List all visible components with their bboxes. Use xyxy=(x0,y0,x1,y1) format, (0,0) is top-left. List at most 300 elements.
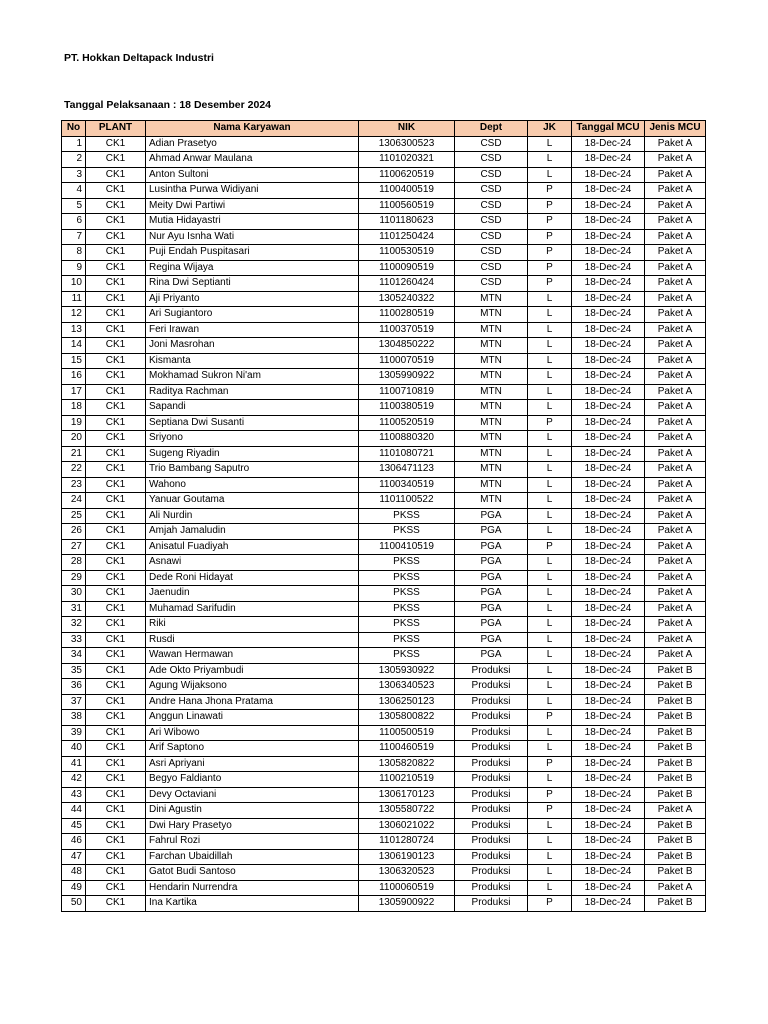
cell-plant: CK1 xyxy=(86,632,146,648)
cell-nama-karyawan: Andre Hana Jhona Pratama xyxy=(146,694,359,710)
cell-nik: 1100500519 xyxy=(359,725,455,741)
cell-jenis-mcu: Paket A xyxy=(645,462,706,478)
cell-nik: 1305930922 xyxy=(359,663,455,679)
cell-tanggal-mcu: 18-Dec-24 xyxy=(572,183,645,199)
table-row xyxy=(62,756,706,772)
cell-jenis-mcu: Paket A xyxy=(645,307,706,323)
cell-jk: P xyxy=(528,803,572,819)
cell-dept: MTN xyxy=(455,353,528,369)
cell-nik: PKSS xyxy=(359,632,455,648)
cell-nama-karyawan: Anton Sultoni xyxy=(146,167,359,183)
table-row xyxy=(62,493,706,509)
cell-plant: CK1 xyxy=(86,570,146,586)
column-header-tanggal-mcu: Tanggal MCU xyxy=(572,121,645,137)
cell-jk: P xyxy=(528,245,572,261)
cell-no: 50 xyxy=(62,896,86,912)
cell-jk: P xyxy=(528,896,572,912)
cell-plant: CK1 xyxy=(86,322,146,338)
cell-plant: CK1 xyxy=(86,229,146,245)
cell-dept: Produksi xyxy=(455,896,528,912)
cell-no: 18 xyxy=(62,400,86,416)
cell-nik: 1100560519 xyxy=(359,198,455,214)
cell-tanggal-mcu: 18-Dec-24 xyxy=(572,338,645,354)
cell-nama-karyawan: Jaenudin xyxy=(146,586,359,602)
cell-tanggal-mcu: 18-Dec-24 xyxy=(572,632,645,648)
cell-plant: CK1 xyxy=(86,477,146,493)
cell-jk: L xyxy=(528,679,572,695)
cell-jenis-mcu: Paket A xyxy=(645,198,706,214)
cell-jenis-mcu: Paket A xyxy=(645,477,706,493)
cell-nama-karyawan: Ade Okto Priyambudi xyxy=(146,663,359,679)
cell-tanggal-mcu: 18-Dec-24 xyxy=(572,772,645,788)
cell-jk: L xyxy=(528,493,572,509)
cell-no: 28 xyxy=(62,555,86,571)
cell-tanggal-mcu: 18-Dec-24 xyxy=(572,756,645,772)
cell-nik: 1305800822 xyxy=(359,710,455,726)
table-row xyxy=(62,167,706,183)
cell-dept: PGA xyxy=(455,648,528,664)
cell-no: 3 xyxy=(62,167,86,183)
cell-jk: L xyxy=(528,741,572,757)
table-row xyxy=(62,524,706,540)
cell-plant: CK1 xyxy=(86,896,146,912)
cell-nik: 1101020321 xyxy=(359,152,455,168)
column-header-nama-karyawan: Nama Karyawan xyxy=(146,121,359,137)
cell-no: 17 xyxy=(62,384,86,400)
cell-dept: Produksi xyxy=(455,865,528,881)
cell-dept: MTN xyxy=(455,369,528,385)
cell-nama-karyawan: Raditya Rachman xyxy=(146,384,359,400)
cell-dept: CSD xyxy=(455,183,528,199)
table-row xyxy=(62,880,706,896)
cell-nama-karyawan: Mokhamad Sukron Ni'am xyxy=(146,369,359,385)
cell-dept: CSD xyxy=(455,136,528,152)
cell-plant: CK1 xyxy=(86,415,146,431)
cell-nik: 1100090519 xyxy=(359,260,455,276)
cell-dept: PGA xyxy=(455,555,528,571)
cell-nama-karyawan: Sapandi xyxy=(146,400,359,416)
cell-nama-karyawan: Begyo Faldianto xyxy=(146,772,359,788)
cell-jk: L xyxy=(528,725,572,741)
cell-no: 37 xyxy=(62,694,86,710)
cell-plant: CK1 xyxy=(86,834,146,850)
cell-nama-karyawan: Fahrul Rozi xyxy=(146,834,359,850)
table-row xyxy=(62,555,706,571)
table-row xyxy=(62,477,706,493)
table-row xyxy=(62,446,706,462)
cell-jk: L xyxy=(528,477,572,493)
cell-nik: 1101280724 xyxy=(359,834,455,850)
cell-plant: CK1 xyxy=(86,849,146,865)
cell-tanggal-mcu: 18-Dec-24 xyxy=(572,834,645,850)
cell-nama-karyawan: Meity Dwi Partiwi xyxy=(146,198,359,214)
table-row xyxy=(62,276,706,292)
cell-jk: L xyxy=(528,772,572,788)
cell-jenis-mcu: Paket A xyxy=(645,803,706,819)
cell-tanggal-mcu: 18-Dec-24 xyxy=(572,880,645,896)
cell-nik: 1100280519 xyxy=(359,307,455,323)
cell-jenis-mcu: Paket B xyxy=(645,787,706,803)
cell-nik: 1100530519 xyxy=(359,245,455,261)
cell-dept: PGA xyxy=(455,586,528,602)
cell-nik: 1305990922 xyxy=(359,369,455,385)
cell-jk: L xyxy=(528,322,572,338)
cell-tanggal-mcu: 18-Dec-24 xyxy=(572,446,645,462)
cell-tanggal-mcu: 18-Dec-24 xyxy=(572,136,645,152)
cell-nama-karyawan: Nur Ayu Isnha Wati xyxy=(146,229,359,245)
cell-nik: 1101080721 xyxy=(359,446,455,462)
cell-jk: L xyxy=(528,462,572,478)
cell-jenis-mcu: Paket A xyxy=(645,291,706,307)
cell-nama-karyawan: Ina Kartika xyxy=(146,896,359,912)
cell-tanggal-mcu: 18-Dec-24 xyxy=(572,725,645,741)
cell-jk: L xyxy=(528,369,572,385)
cell-jenis-mcu: Paket A xyxy=(645,229,706,245)
cell-no: 33 xyxy=(62,632,86,648)
cell-jk: L xyxy=(528,167,572,183)
cell-dept: MTN xyxy=(455,446,528,462)
cell-no: 36 xyxy=(62,679,86,695)
table-row xyxy=(62,803,706,819)
cell-nama-karyawan: Puji Endah Puspitasari xyxy=(146,245,359,261)
cell-jk: P xyxy=(528,539,572,555)
cell-nik: 1100460519 xyxy=(359,741,455,757)
cell-no: 42 xyxy=(62,772,86,788)
cell-jk: P xyxy=(528,198,572,214)
cell-jenis-mcu: Paket A xyxy=(645,136,706,152)
cell-jk: L xyxy=(528,617,572,633)
cell-nama-karyawan: Rina Dwi Septianti xyxy=(146,276,359,292)
table-row xyxy=(62,338,706,354)
table-row xyxy=(62,772,706,788)
cell-nama-karyawan: Sriyono xyxy=(146,431,359,447)
cell-jk: L xyxy=(528,663,572,679)
cell-tanggal-mcu: 18-Dec-24 xyxy=(572,896,645,912)
cell-jenis-mcu: Paket B xyxy=(645,772,706,788)
cell-nik: 1100880320 xyxy=(359,431,455,447)
cell-plant: CK1 xyxy=(86,431,146,447)
cell-dept: Produksi xyxy=(455,834,528,850)
cell-jk: L xyxy=(528,849,572,865)
cell-nama-karyawan: Anisatul Fuadiyah xyxy=(146,539,359,555)
cell-tanggal-mcu: 18-Dec-24 xyxy=(572,818,645,834)
cell-no: 1 xyxy=(62,136,86,152)
cell-no: 4 xyxy=(62,183,86,199)
cell-jk: P xyxy=(528,260,572,276)
cell-jk: L xyxy=(528,632,572,648)
cell-dept: MTN xyxy=(455,477,528,493)
column-header-jk: JK xyxy=(528,121,572,137)
cell-nama-karyawan: Feri Irawan xyxy=(146,322,359,338)
cell-jenis-mcu: Paket A xyxy=(645,555,706,571)
cell-nik: PKSS xyxy=(359,601,455,617)
cell-jenis-mcu: Paket A xyxy=(645,369,706,385)
table-row xyxy=(62,741,706,757)
cell-nik: PKSS xyxy=(359,508,455,524)
cell-nama-karyawan: Hendarin Nurrendra xyxy=(146,880,359,896)
cell-jk: L xyxy=(528,508,572,524)
table-row xyxy=(62,710,706,726)
cell-jenis-mcu: Paket B xyxy=(645,865,706,881)
table-row xyxy=(62,617,706,633)
cell-nik: 1101260424 xyxy=(359,276,455,292)
cell-dept: MTN xyxy=(455,338,528,354)
table-row xyxy=(62,632,706,648)
cell-tanggal-mcu: 18-Dec-24 xyxy=(572,679,645,695)
mcu-table xyxy=(61,120,706,912)
cell-nama-karyawan: Arif Saptono xyxy=(146,741,359,757)
cell-jenis-mcu: Paket A xyxy=(645,152,706,168)
cell-nama-karyawan: Ahmad Anwar Maulana xyxy=(146,152,359,168)
cell-plant: CK1 xyxy=(86,725,146,741)
table-row xyxy=(62,245,706,261)
cell-plant: CK1 xyxy=(86,167,146,183)
cell-jk: L xyxy=(528,400,572,416)
cell-jk: P xyxy=(528,415,572,431)
cell-jk: L xyxy=(528,384,572,400)
cell-nik: 1306340523 xyxy=(359,679,455,695)
cell-dept: MTN xyxy=(455,415,528,431)
cell-nik: 1305580722 xyxy=(359,803,455,819)
cell-nama-karyawan: Dwi Hary Prasetyo xyxy=(146,818,359,834)
cell-nama-karyawan: Devy Octaviani xyxy=(146,787,359,803)
cell-tanggal-mcu: 18-Dec-24 xyxy=(572,663,645,679)
table-header-row xyxy=(62,121,706,137)
cell-jk: P xyxy=(528,756,572,772)
execution-date: Tanggal Pelaksanaan : 18 Desember 2024 xyxy=(64,99,271,111)
cell-nik: 1100400519 xyxy=(359,183,455,199)
table-row xyxy=(62,818,706,834)
cell-dept: Produksi xyxy=(455,710,528,726)
cell-tanggal-mcu: 18-Dec-24 xyxy=(572,617,645,633)
cell-jk: L xyxy=(528,555,572,571)
cell-tanggal-mcu: 18-Dec-24 xyxy=(572,198,645,214)
cell-dept: MTN xyxy=(455,493,528,509)
cell-plant: CK1 xyxy=(86,679,146,695)
table-row xyxy=(62,896,706,912)
cell-no: 20 xyxy=(62,431,86,447)
cell-dept: Produksi xyxy=(455,803,528,819)
cell-jenis-mcu: Paket A xyxy=(645,353,706,369)
cell-jenis-mcu: Paket B xyxy=(645,849,706,865)
table-row xyxy=(62,136,706,152)
cell-no: 8 xyxy=(62,245,86,261)
cell-jenis-mcu: Paket A xyxy=(645,632,706,648)
cell-no: 13 xyxy=(62,322,86,338)
cell-jk: L xyxy=(528,880,572,896)
cell-no: 22 xyxy=(62,462,86,478)
cell-dept: PGA xyxy=(455,601,528,617)
cell-nama-karyawan: Rusdi xyxy=(146,632,359,648)
cell-nik: 1306300523 xyxy=(359,136,455,152)
cell-jenis-mcu: Paket A xyxy=(645,539,706,555)
cell-nama-karyawan: Mutia Hidayastri xyxy=(146,214,359,230)
cell-dept: Produksi xyxy=(455,694,528,710)
cell-dept: CSD xyxy=(455,276,528,292)
table-row xyxy=(62,648,706,664)
cell-jenis-mcu: Paket A xyxy=(645,524,706,540)
cell-tanggal-mcu: 18-Dec-24 xyxy=(572,229,645,245)
cell-dept: Produksi xyxy=(455,663,528,679)
cell-tanggal-mcu: 18-Dec-24 xyxy=(572,849,645,865)
cell-nama-karyawan: Adian Prasetyo xyxy=(146,136,359,152)
table-row xyxy=(62,725,706,741)
table-row xyxy=(62,787,706,803)
cell-no: 49 xyxy=(62,880,86,896)
cell-no: 24 xyxy=(62,493,86,509)
cell-plant: CK1 xyxy=(86,663,146,679)
cell-jk: P xyxy=(528,229,572,245)
cell-nama-karyawan: Wahono xyxy=(146,477,359,493)
table-row xyxy=(62,384,706,400)
cell-no: 12 xyxy=(62,307,86,323)
column-header-no: No xyxy=(62,121,86,137)
cell-tanggal-mcu: 18-Dec-24 xyxy=(572,508,645,524)
cell-plant: CK1 xyxy=(86,400,146,416)
cell-no: 9 xyxy=(62,260,86,276)
cell-jk: P xyxy=(528,183,572,199)
cell-nik: 1100410519 xyxy=(359,539,455,555)
cell-dept: CSD xyxy=(455,214,528,230)
cell-no: 34 xyxy=(62,648,86,664)
cell-tanggal-mcu: 18-Dec-24 xyxy=(572,276,645,292)
cell-plant: CK1 xyxy=(86,539,146,555)
cell-no: 27 xyxy=(62,539,86,555)
table-row xyxy=(62,229,706,245)
cell-plant: CK1 xyxy=(86,384,146,400)
cell-plant: CK1 xyxy=(86,291,146,307)
cell-plant: CK1 xyxy=(86,772,146,788)
column-header-plant: PLANT xyxy=(86,121,146,137)
cell-jk: L xyxy=(528,865,572,881)
cell-no: 31 xyxy=(62,601,86,617)
cell-jk: L xyxy=(528,818,572,834)
cell-plant: CK1 xyxy=(86,493,146,509)
cell-tanggal-mcu: 18-Dec-24 xyxy=(572,477,645,493)
cell-jk: L xyxy=(528,291,572,307)
table-row xyxy=(62,834,706,850)
cell-nik: 1100340519 xyxy=(359,477,455,493)
cell-jk: L xyxy=(528,694,572,710)
cell-jk: P xyxy=(528,214,572,230)
cell-jk: L xyxy=(528,152,572,168)
table-row xyxy=(62,353,706,369)
cell-dept: Produksi xyxy=(455,772,528,788)
cell-nik: 1100060519 xyxy=(359,880,455,896)
cell-dept: Produksi xyxy=(455,818,528,834)
cell-jk: L xyxy=(528,353,572,369)
cell-no: 39 xyxy=(62,725,86,741)
cell-nama-karyawan: Farchan Ubaidillah xyxy=(146,849,359,865)
cell-jenis-mcu: Paket A xyxy=(645,446,706,462)
cell-nama-karyawan: Dede Roni Hidayat xyxy=(146,570,359,586)
cell-plant: CK1 xyxy=(86,198,146,214)
cell-nama-karyawan: Trio Bambang Saputro xyxy=(146,462,359,478)
table-row xyxy=(62,152,706,168)
cell-tanggal-mcu: 18-Dec-24 xyxy=(572,803,645,819)
cell-plant: CK1 xyxy=(86,462,146,478)
cell-nik: 1100520519 xyxy=(359,415,455,431)
table-row xyxy=(62,214,706,230)
cell-tanggal-mcu: 18-Dec-24 xyxy=(572,400,645,416)
cell-jenis-mcu: Paket A xyxy=(645,322,706,338)
cell-jenis-mcu: Paket A xyxy=(645,880,706,896)
cell-jk: L xyxy=(528,307,572,323)
cell-tanggal-mcu: 18-Dec-24 xyxy=(572,369,645,385)
cell-plant: CK1 xyxy=(86,617,146,633)
table-row xyxy=(62,400,706,416)
cell-nik: 1101180623 xyxy=(359,214,455,230)
cell-tanggal-mcu: 18-Dec-24 xyxy=(572,214,645,230)
table-row xyxy=(62,694,706,710)
cell-tanggal-mcu: 18-Dec-24 xyxy=(572,260,645,276)
table-row xyxy=(62,586,706,602)
cell-nama-karyawan: Lusintha Purwa Widiyani xyxy=(146,183,359,199)
table-row xyxy=(62,291,706,307)
cell-tanggal-mcu: 18-Dec-24 xyxy=(572,865,645,881)
table-row xyxy=(62,369,706,385)
cell-tanggal-mcu: 18-Dec-24 xyxy=(572,555,645,571)
cell-jenis-mcu: Paket A xyxy=(645,260,706,276)
cell-nik: PKSS xyxy=(359,617,455,633)
cell-nama-karyawan: Gatot Budi Santoso xyxy=(146,865,359,881)
cell-tanggal-mcu: 18-Dec-24 xyxy=(572,524,645,540)
cell-dept: CSD xyxy=(455,260,528,276)
cell-nik: 1100620519 xyxy=(359,167,455,183)
cell-no: 46 xyxy=(62,834,86,850)
cell-no: 23 xyxy=(62,477,86,493)
cell-no: 25 xyxy=(62,508,86,524)
table-row xyxy=(62,663,706,679)
cell-dept: Produksi xyxy=(455,849,528,865)
cell-no: 47 xyxy=(62,849,86,865)
cell-plant: CK1 xyxy=(86,601,146,617)
cell-plant: CK1 xyxy=(86,865,146,881)
cell-no: 29 xyxy=(62,570,86,586)
cell-dept: MTN xyxy=(455,462,528,478)
cell-dept: Produksi xyxy=(455,787,528,803)
cell-jk: L xyxy=(528,446,572,462)
cell-dept: PGA xyxy=(455,617,528,633)
table-row xyxy=(62,307,706,323)
cell-no: 2 xyxy=(62,152,86,168)
cell-nik: 1100210519 xyxy=(359,772,455,788)
table-row xyxy=(62,183,706,199)
cell-no: 11 xyxy=(62,291,86,307)
cell-jenis-mcu: Paket B xyxy=(645,679,706,695)
cell-dept: Produksi xyxy=(455,679,528,695)
cell-plant: CK1 xyxy=(86,756,146,772)
table-row xyxy=(62,849,706,865)
cell-jenis-mcu: Paket A xyxy=(645,586,706,602)
cell-nama-karyawan: Asri Apriyani xyxy=(146,756,359,772)
cell-jenis-mcu: Paket A xyxy=(645,648,706,664)
cell-plant: CK1 xyxy=(86,136,146,152)
cell-dept: MTN xyxy=(455,291,528,307)
cell-no: 44 xyxy=(62,803,86,819)
cell-jenis-mcu: Paket A xyxy=(645,415,706,431)
cell-tanggal-mcu: 18-Dec-24 xyxy=(572,648,645,664)
cell-jk: P xyxy=(528,276,572,292)
cell-jenis-mcu: Paket B xyxy=(645,710,706,726)
cell-nik: 1305820822 xyxy=(359,756,455,772)
cell-nama-karyawan: Riki xyxy=(146,617,359,633)
cell-dept: CSD xyxy=(455,167,528,183)
cell-tanggal-mcu: 18-Dec-24 xyxy=(572,431,645,447)
cell-tanggal-mcu: 18-Dec-24 xyxy=(572,291,645,307)
cell-tanggal-mcu: 18-Dec-24 xyxy=(572,694,645,710)
cell-tanggal-mcu: 18-Dec-24 xyxy=(572,415,645,431)
